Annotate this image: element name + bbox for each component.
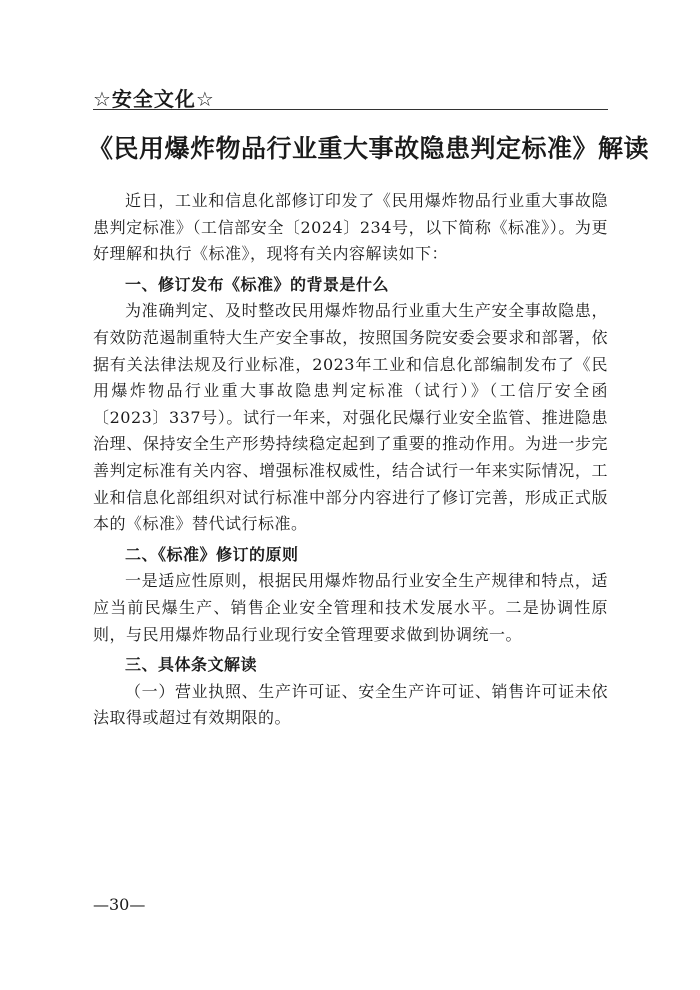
page-number: —30— [93, 895, 146, 914]
principles-paragraph: 一是适应性原则，根据民用爆炸物品行业安全生产规律和特点，适应当前民爆生产、销售企业安全管理和技术发展水平。二是协调性原则，与民用爆炸物品行业现行安全管理要求做到协调统一。 [93, 571, 608, 644]
section-tag: ☆安全文化☆ [93, 87, 215, 111]
section-heading-background: 一、修订发布《标准》的背景是什么 [125, 274, 390, 294]
background-paragraph: 为准确判定、及时整改民用爆炸物品行业重大生产安全事故隐患，有效防范遏制重特大生产安全事故，按照国务院安委会要求和部署，依据有关法律法规及行业标准，2023年工业和信息化部编制发布了《民用爆炸物品行业重大事故隐患判定标准（试行）》（工信厅安全函〔2023〕337号）。试行一年来，对强化民爆行业安全监管、推进隐患治理、保持安全生产形势持续稳定起到了重要的推动作用。为进一步完善判定标准有关内容、增强标准权威性，结合试行一年来实际情况，工业和信息化部组织对试行标准中部分内容进行了修订完善，形成正式版本的《标准》替代试行标准。 [93, 301, 608, 534]
interpretation-item-1: （一）营业执照、生产许可证、安全生产许可证、销售许可证未依法取得或超过有效期限的。 [93, 681, 608, 728]
article-body [93, 188, 608, 732]
section-heading-interpretation: 三、具体条文解读 [125, 655, 258, 675]
section-heading-principles: 二、《标准》修订的原则 [125, 544, 299, 564]
header-divider [93, 109, 608, 110]
intro-paragraph: 近日，工业和信息化部修订印发了《民用爆炸物品行业重大事故隐患判定标准》（工信部安全〔2024〕234号，以下简称《标准》）。为更好理解和执行《标准》，现将有关内容解读如下： [93, 191, 608, 264]
article-title: 《民用爆炸物品行业重大事故隐患判定标准》解读 [88, 134, 650, 163]
